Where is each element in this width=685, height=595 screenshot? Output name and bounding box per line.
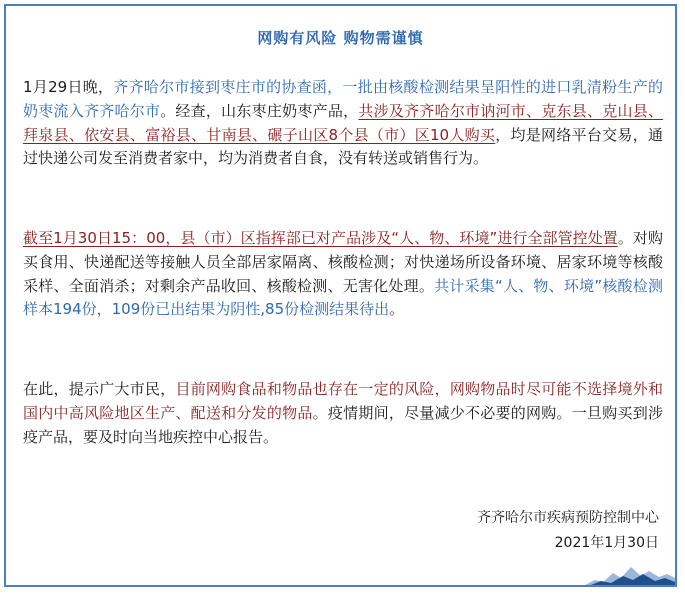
notice-title: 网购有风险 购物需谨慎 [257,29,424,47]
response-end-punct: 。 [389,300,405,319]
incident-highlight-blue: 齐齐哈尔市接到枣庄市的协查函，一批由核酸检测结果呈阳性的进口乳清粉生产的奶枣流入齐齐哈尔市 [23,78,663,120]
paragraph-response [23,227,663,322]
incident-affected-counties: 共涉及齐齐哈尔市讷河市、克东县、克山县、拜泉县、依安县、富裕县、甘南县、碾子山区8个县（市）区10人购买 [23,101,663,144]
incident-purchase-details: ，均是网络平台交易，通过快递公司发至消费者家中，均为消费者自食，没有转送或销售行为。 [23,125,663,168]
incident-investigation-text: 。经查，山东枣庄奶枣产品， [160,101,359,120]
paragraph-advice [23,378,663,449]
advice-closing-text: 。疫情期间，尽量减少不必要的网购。一旦购买到涉疫产品，要及时向当地疾控中心报告。 [23,403,663,446]
notice-frame [4,4,677,587]
advice-risk-highlight: 目前网购食品和物品也存在一定的风险，网购物品时尽可能不选择境外和国内中高风险地区生产、配送和分发的物品 [23,380,663,422]
paragraph-incident [23,76,663,171]
response-control-highlight: 截至1月30日15：00，县（市）区指挥部已对产品涉及“人、物、环境”进行全部管控处置 [23,229,618,247]
incident-date-text: 1月29日晚， [23,78,114,96]
mountain-landscape-icon [585,563,675,585]
response-measures-text: 。对购买食用、快递配送等接触人员全部居家隔离、核酸检测；对快递场所设备环境、居家环境等核酸采样、全面消杀；对剩余产品收回、核酸检测、无害化处理。 [23,229,663,295]
response-sample-results: 共计采集“人、物、环境”核酸检测样本194份，109份已出结果为阴性,85份检测结果待出 [23,276,663,319]
advice-intro-text: 在此，提示广大市民， [23,380,176,398]
signature-organization: 齐齐哈尔市疾病预防控制中心 [477,510,659,526]
signature-date: 2021年1月30日 [554,535,659,551]
